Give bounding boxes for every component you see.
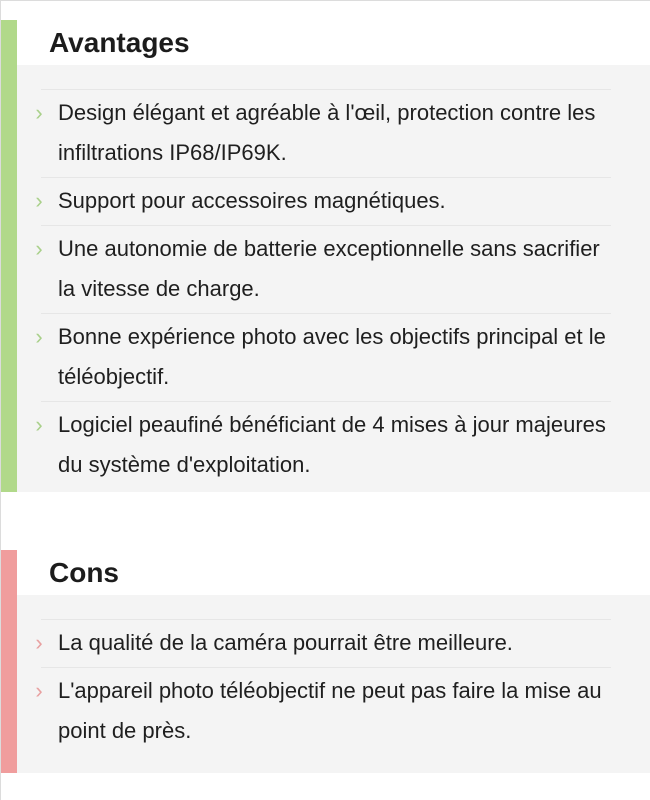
chevron-right-icon: › — [35, 678, 43, 703]
chevron-right-icon: › — [35, 188, 43, 213]
list-item — [35, 313, 611, 401]
pros-panel — [17, 65, 650, 492]
pros-list — [35, 89, 611, 489]
cons-section — [1, 550, 650, 773]
cons-list — [35, 619, 611, 755]
cons-panel — [17, 595, 650, 773]
pros-heading: Avantages — [49, 27, 190, 58]
list-item — [35, 89, 611, 177]
pros-item-text: Design élégant et agréable à l'œil, protection contre les infiltrations IP68/IP69K. — [58, 100, 596, 165]
list-item — [35, 225, 611, 313]
list-item — [35, 667, 611, 755]
cons-item-text: La qualité de la caméra pourrait être meilleure. — [58, 630, 513, 655]
pros-section — [1, 20, 650, 492]
pros-accent-bar — [1, 20, 17, 492]
cons-accent-bar — [1, 550, 17, 773]
pros-item-text: Logiciel peaufiné bénéficiant de 4 mises à jour majeures du système d'exploitation. — [58, 412, 606, 477]
chevron-right-icon: › — [35, 412, 43, 437]
pros-item-text: Support pour accessoires magnétiques. — [58, 188, 446, 213]
chevron-right-icon: › — [35, 630, 43, 655]
list-item — [35, 177, 611, 225]
pros-item-text: Bonne expérience photo avec les objectifs principal et le téléobjectif. — [58, 324, 606, 389]
chevron-right-icon: › — [35, 236, 43, 261]
pros-item-text: Une autonomie de batterie exceptionnelle sans sacrifier la vitesse de charge. — [58, 236, 600, 301]
cons-heading: Cons — [49, 557, 119, 588]
chevron-right-icon: › — [35, 324, 43, 349]
list-item — [35, 619, 611, 667]
cons-item-text: L'appareil photo téléobjectif ne peut pas faire la mise au point de près. — [58, 678, 602, 743]
chevron-right-icon: › — [35, 100, 43, 125]
list-item — [35, 401, 611, 489]
